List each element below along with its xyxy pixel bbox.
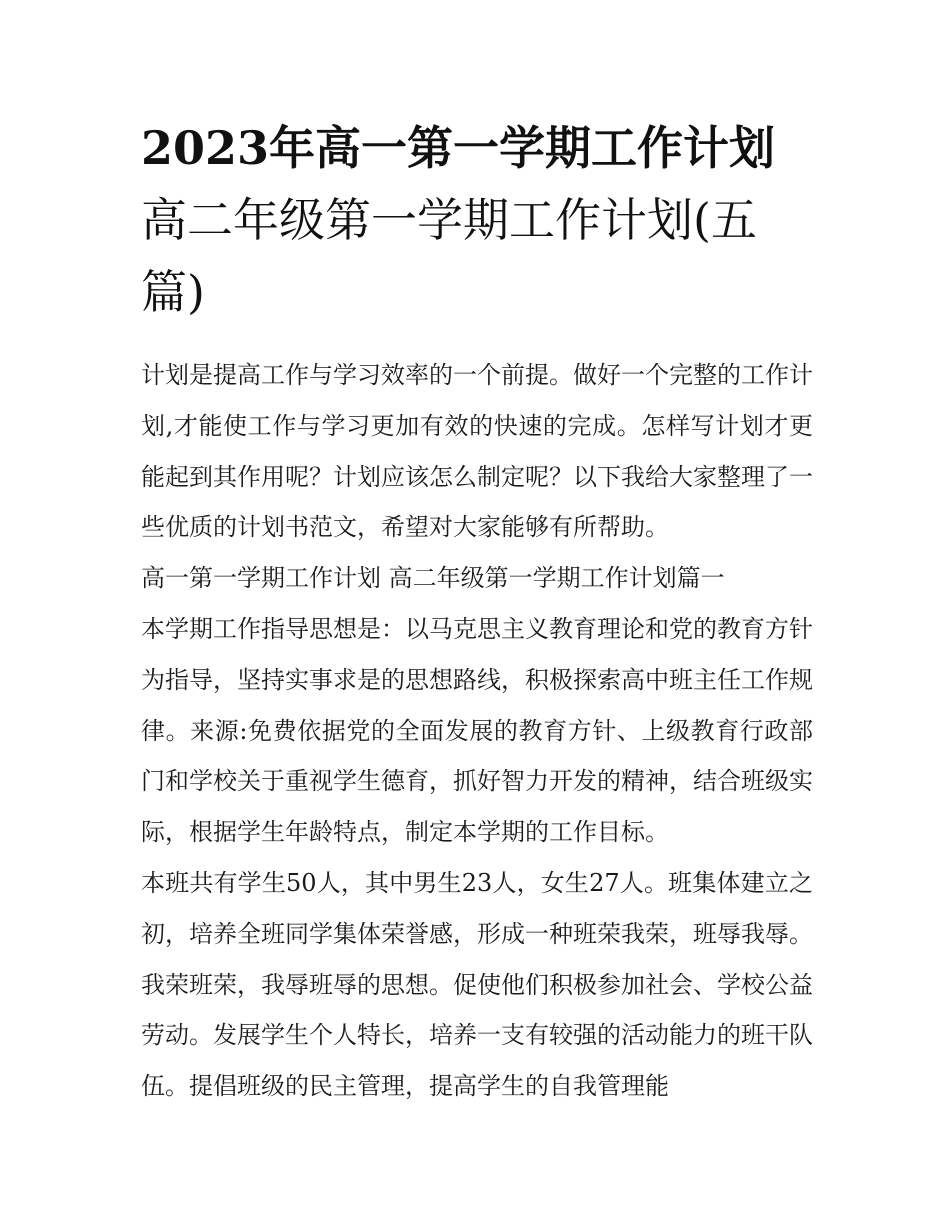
paragraph-class-overview: 本班共有学生50人，其中男生23人，女生27人。班集体建立之初，培养全班同学集体荣誉感，形成一种班荣我荣，班辱我辱。我荣班荣，我辱班辱的思想。促使他们积极参加社会、学校公益劳动。发展学生个人特长，培养一支有较强的活动能力的班干队伍。提倡班级的民主管理，提高学生的自我管理能: [141, 868, 813, 1101]
paragraph-section-heading: 高一第一学期工作计划 高二年级第一学期工作计划篇一: [141, 564, 725, 593]
document-title: [141, 112, 813, 328]
paragraph-intro: 计划是提高工作与学习效率的一个前提。做好一个完整的工作计划,才能使工作与学习更加有效的快速的完成。怎样写计划才更能起到其作用呢？计划应该怎么制定呢？以下我给大家整理了一些优质的计划书范文，希望对大家能够有所帮助。: [141, 361, 813, 542]
document-content: [141, 112, 813, 1112]
paragraph-guiding-ideology: 本学期工作指导思想是：以马克思主义教育理论和党的教育方针为指导，坚持实事求是的思想路线，积极探索高中班主任工作规律。来源:免费依据党的全面发展的教育方针、上级教育行政部门和学校关于重视学生德育，抓好智力开发的精神，结合班级实际，根据学生年龄特点，制定本学期的工作目标。: [141, 614, 813, 847]
document-body: [141, 350, 813, 1112]
title-part-bold: 2023年高一第一学期工作计划: [141, 121, 776, 175]
title-part-regular: 高二年级第一学期工作计划(五篇): [141, 193, 757, 319]
